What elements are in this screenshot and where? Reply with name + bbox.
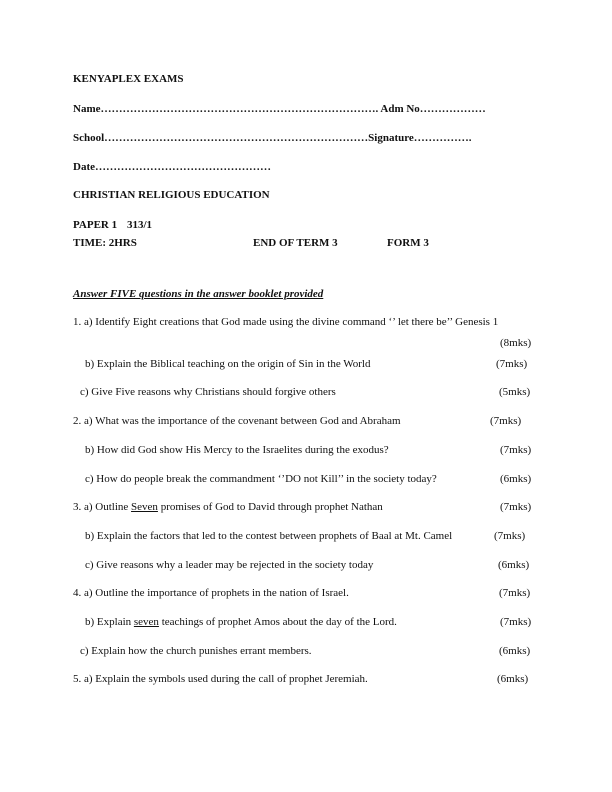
question-3c-marks: (6mks) [498, 559, 530, 571]
name-adm-line: Name…………………………………………………………………. Adm No……………… [73, 103, 486, 115]
question-4b-post: teachings of prophet Amos about the day of the Lord. [158, 616, 397, 628]
question-4b-marks: (7mks) [500, 616, 532, 628]
question-4c-marks: (6mks) [499, 645, 531, 657]
question-4b-underlined: seven [133, 616, 159, 628]
question-4a: 4. a) Outline the importance of prophets in the nation of Israel. [73, 587, 349, 599]
question-1a-marks: (8mks) [500, 337, 532, 349]
question-3a-marks: (7mks) [500, 501, 532, 513]
question-1c-marks: (5mks) [499, 386, 531, 398]
question-4a-marks: (7mks) [499, 587, 531, 599]
question-2a-marks: (7mks) [490, 415, 522, 427]
question-5a: 5. a) Explain the symbols used during the call of prophet Jeremiah. [73, 673, 368, 685]
question-2a: 2. a) What was the importance of the covenant between God and Abraham [73, 415, 401, 427]
question-5a-marks: (6mks) [497, 673, 529, 685]
question-3b-marks: (7mks) [494, 530, 526, 542]
subject-title: CHRISTIAN RELIGIOUS EDUCATION [73, 189, 270, 201]
question-3a-underlined: Seven [131, 501, 158, 513]
question-2c-marks: (6mks) [500, 473, 532, 485]
question-1c: c) Give Five reasons why Christians should forgive others [80, 386, 336, 398]
question-1b-marks: (7mks) [496, 358, 528, 370]
question-2b: b) How did God show His Mercy to the Israelites during the exodus? [85, 444, 389, 456]
question-1a: 1. a) Identify Eight creations that God made using the divine command ‘’ let there be’’ Genesis 1 [73, 316, 499, 328]
question-3a-pre: 3. a) Outline [73, 501, 132, 513]
paper-label: PAPER 1 [73, 219, 118, 231]
term-label: END OF TERM 3 [253, 237, 338, 249]
date-line: Date………………………………………… [73, 161, 271, 173]
question-4c: c) Explain how the church punishes errant members. [80, 645, 312, 657]
exam-body-title: KENYAPLEX EXAMS [73, 73, 184, 85]
question-2c: c) How do people break the commandment ‘’DO not Kill’’ in the society today? [85, 473, 437, 485]
form-label: FORM 3 [387, 237, 429, 249]
question-4b-pre: b) Explain [85, 616, 134, 628]
question-2b-marks: (7mks) [500, 444, 532, 456]
question-3a [73, 500, 383, 514]
question-1b: b) Explain the Biblical teaching on the origin of Sin in the World [85, 358, 371, 370]
time-label: TIME: 2HRS [73, 237, 137, 249]
question-3a-post: promises of God to David through prophet Nathan [157, 501, 383, 513]
question-4b [85, 615, 397, 629]
instructions: Answer FIVE questions in the answer booklet provided [73, 288, 324, 300]
paper-code: 313/1 [127, 219, 153, 231]
question-3c: c) Give reasons why a leader may be rejected in the society today [85, 559, 374, 571]
school-signature-line: School………………………………………………………………Signature……………. [73, 132, 472, 144]
question-3b: b) Explain the factors that led to the contest between prophets of Baal at Mt. Camel [85, 530, 453, 542]
